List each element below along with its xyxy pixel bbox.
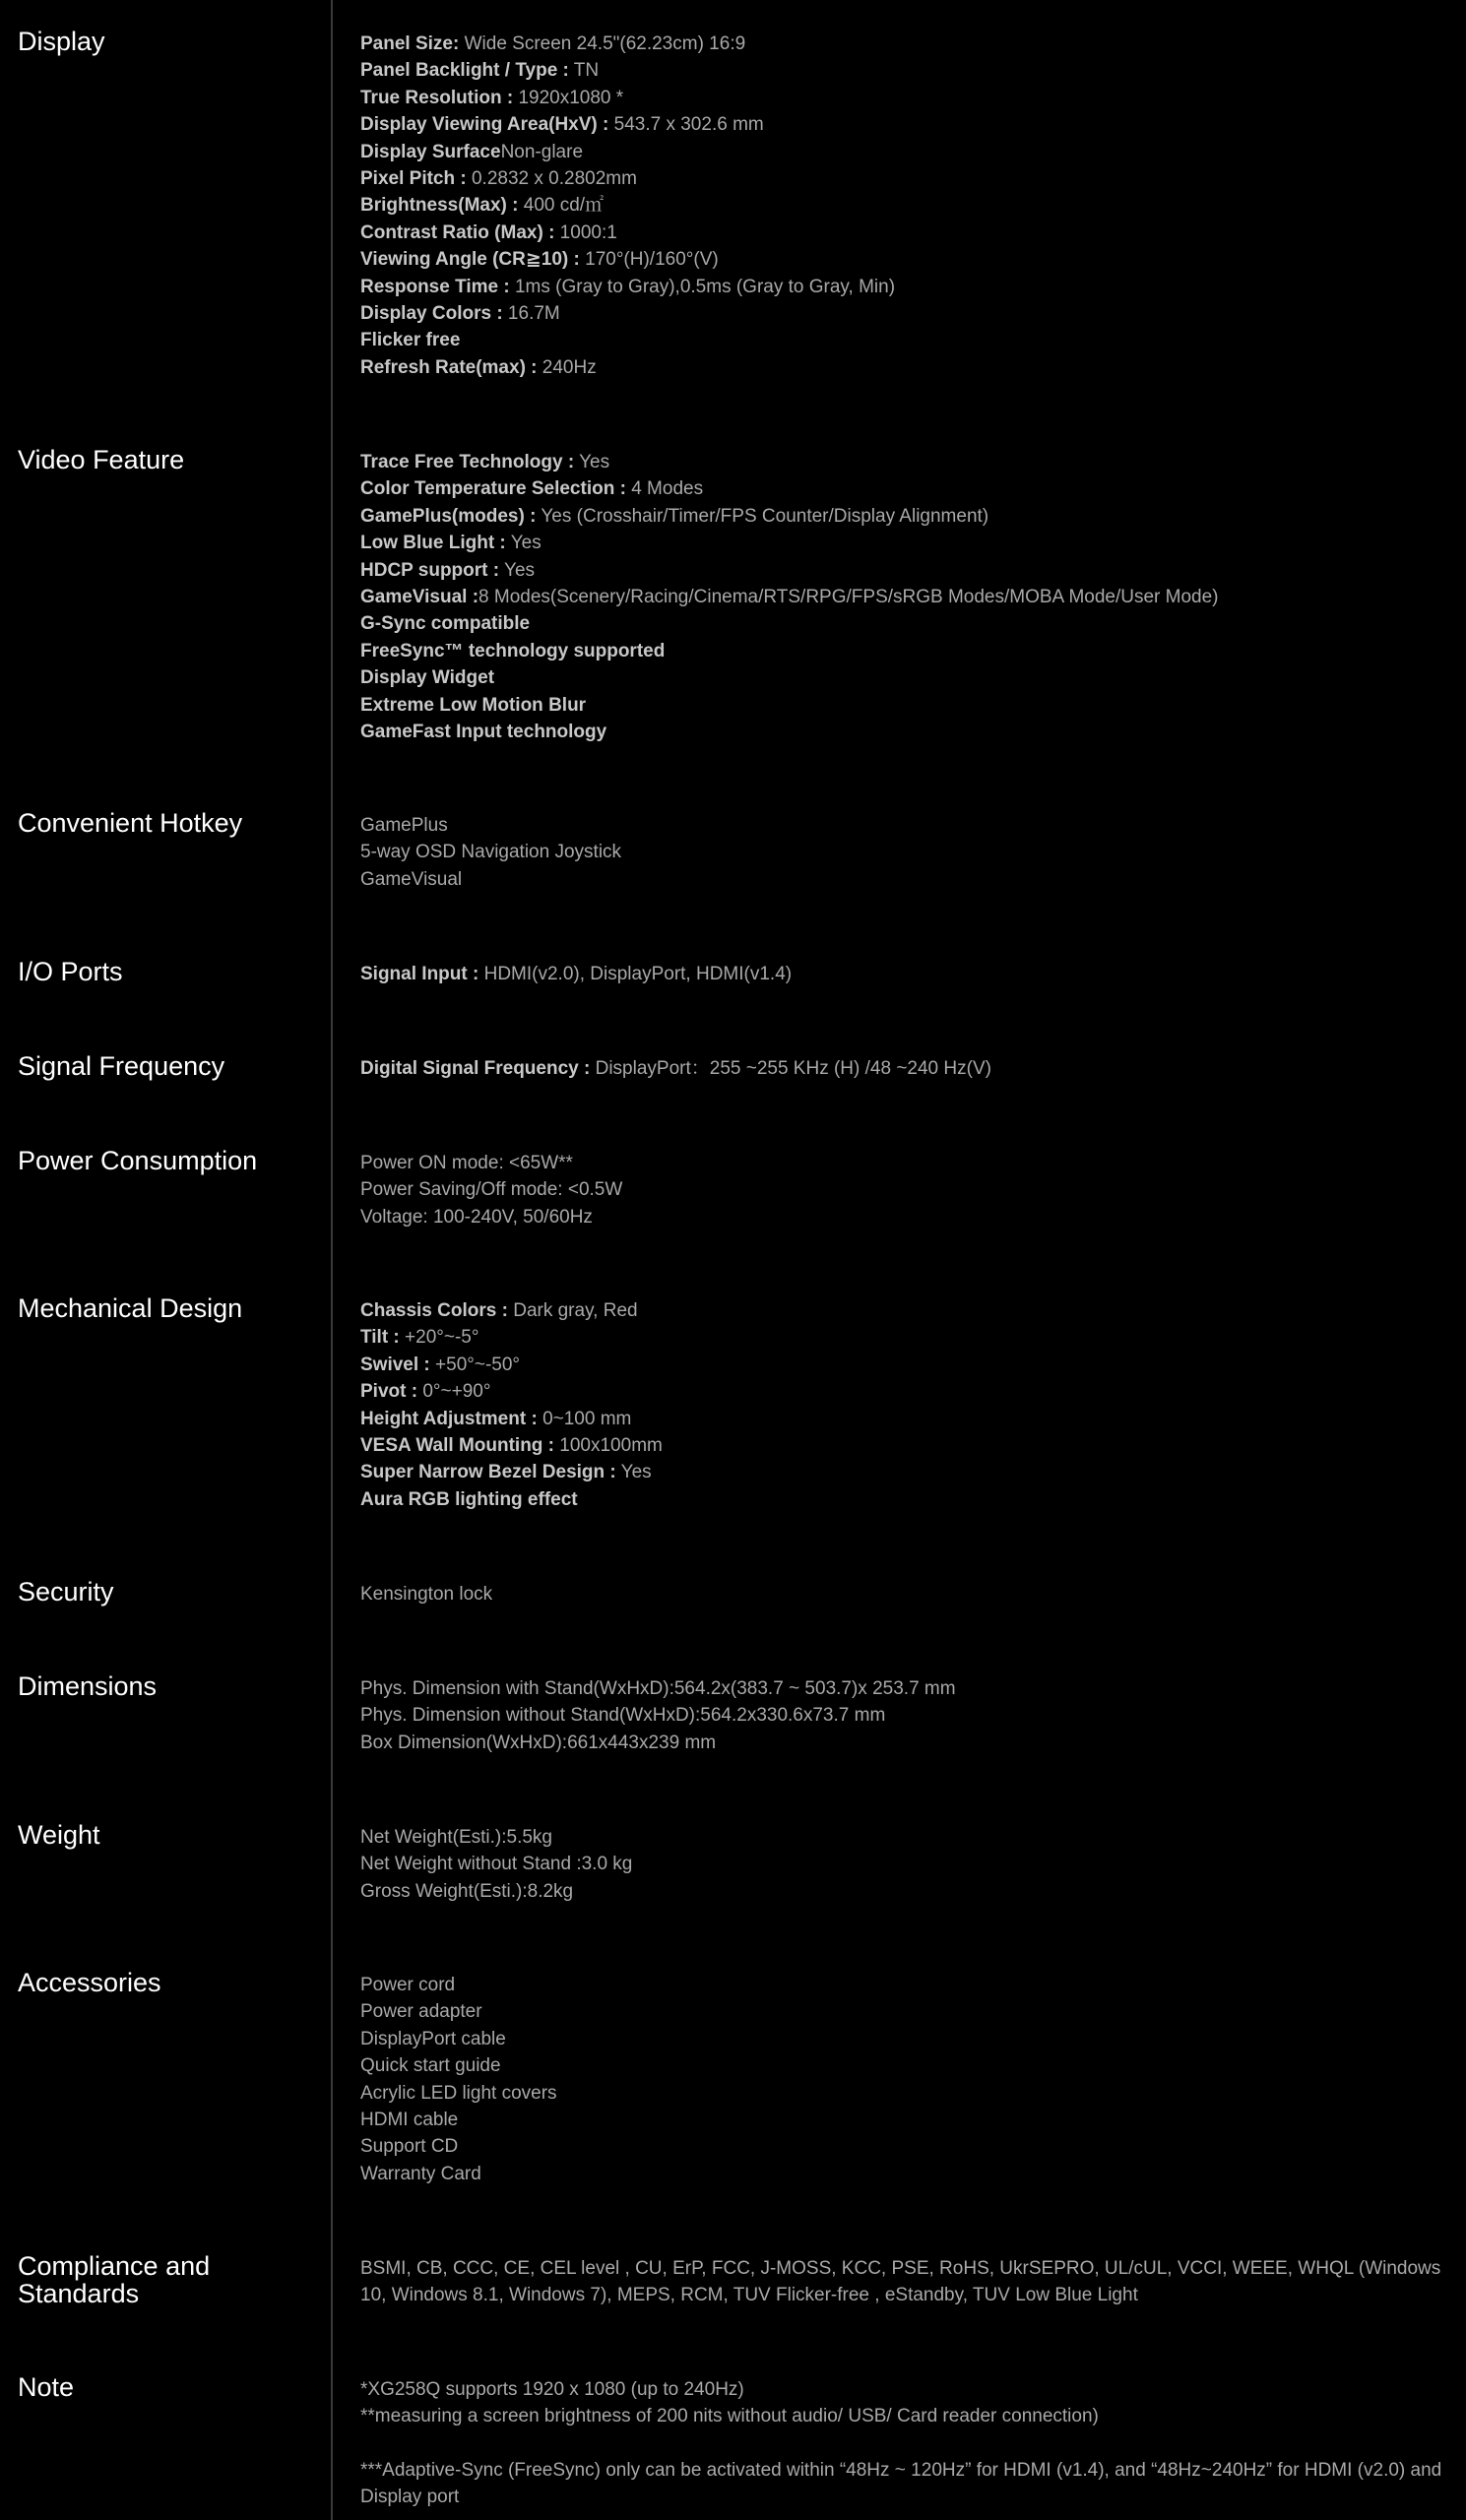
spec-list (360, 1824, 1453, 1905)
spec-list (360, 1972, 1453, 2187)
spec-line (360, 2133, 1453, 2160)
spec-value: Net Weight(Esti.):5.5kg (360, 1827, 553, 1848)
spec-list (360, 1055, 1453, 1082)
spec-key: Swivel : (360, 1354, 430, 1375)
spec-line (360, 85, 1453, 111)
spec-line (360, 866, 1453, 893)
spec-value: Gross Weight(Esti.):8.2kg (360, 1880, 574, 1902)
spec-line (360, 327, 1453, 353)
spec-line (360, 664, 1453, 691)
spec-value: 1ms (Gray to Gray),0.5ms (Gray to Gray, Min) (509, 276, 896, 297)
spec-key: GameVisual : (360, 587, 479, 608)
spec-list (360, 1297, 1453, 1513)
spec-list (360, 1581, 1453, 1607)
spec-key: Color Temperature Selection : (360, 478, 626, 500)
spec-line (360, 1150, 1453, 1176)
spec-value: Yes (505, 533, 542, 554)
spec-value: Acrylic LED light covers (360, 2082, 557, 2104)
spec-value: HDMI cable (360, 2110, 459, 2131)
column-divider (331, 0, 333, 2520)
spec-key: Flicker free (360, 330, 461, 351)
spec-key: Display Viewing Area(HxV) : (360, 114, 609, 136)
spec-value: Net Weight without Stand :3.0 kg (360, 1854, 633, 1875)
spec-line (360, 530, 1453, 556)
spec-line (360, 557, 1453, 584)
spec-list (360, 961, 1453, 987)
section-title: Video Feature (18, 445, 185, 474)
spec-line (360, 610, 1453, 637)
spec-key: G-Sync compatible (360, 613, 531, 635)
spec-value: 100x100mm (554, 1435, 663, 1457)
spec-line (360, 31, 1453, 57)
spec-value: Phys. Dimension with Stand(WxHxD):564.2x(383.7 ~ 503.7)x 253.7 mm (360, 1678, 956, 1699)
spec-value: Voltage: 100-240V, 50/60Hz (360, 1206, 593, 1228)
spec-line (360, 111, 1453, 138)
spec-value: GameVisual (360, 868, 463, 890)
spec-key: Brightness(Max) : (360, 195, 519, 217)
spec-line (360, 274, 1453, 300)
section-title: Power Consumption (18, 1146, 258, 1175)
spec-value: DisplayPort：255 ~255 KHz (H) /48 ~240 Hz(V) (590, 1058, 991, 1079)
spec-value: 170°(H)/160°(V) (579, 249, 719, 271)
spec-value: HDMI(v2.0), DisplayPort, HDMI(v1.4) (478, 964, 793, 984)
spec-key: GamePlus(modes) : (360, 505, 537, 527)
spec-value: 5-way OSD Navigation Joystick (360, 842, 622, 863)
spec-key: Display Surface (360, 141, 501, 162)
spec-value: 400 cd/㎡ (518, 195, 605, 217)
spec-line (360, 449, 1453, 475)
spec-line (360, 638, 1453, 664)
spec-key: Super Narrow Bezel Design : (360, 1462, 616, 1483)
spec-line (360, 2403, 1453, 2429)
spec-key: Tilt : (360, 1327, 400, 1349)
spec-line (360, 1055, 1453, 1082)
spec-line (360, 692, 1453, 719)
spec-line (360, 1297, 1453, 1324)
spec-line (360, 2026, 1453, 2052)
spec-value: Power Saving/Off mode: <0.5W (360, 1179, 623, 1201)
spec-value: Box Dimension(WxHxD):661x443x239 mm (360, 1732, 717, 1753)
section-title: Display (18, 27, 105, 56)
section-title: Note (18, 2372, 75, 2402)
section-title: Accessories (18, 1968, 161, 1997)
spec-line (360, 1459, 1453, 1485)
spec-value: 8 Modes(Scenery/Racing/Cinema/RTS/RPG/FPS/sRGB Modes/MOBA Mode/User Mode) (478, 587, 1219, 608)
spec-list (360, 1150, 1453, 1230)
section-title: Dimensions (18, 1671, 158, 1701)
spec-line (360, 475, 1453, 502)
spec-list (360, 1675, 1453, 1756)
spec-key: Panel Backlight / Type : (360, 60, 569, 82)
spec-line (360, 246, 1453, 273)
spec-key: HDCP support : (360, 559, 500, 581)
spec-list (360, 31, 1453, 381)
spec-list (360, 2255, 1453, 2309)
section-title: Weight (18, 1820, 100, 1850)
spec-value: Power cord (360, 1975, 456, 1995)
spec-line (360, 1324, 1453, 1351)
spec-value: **measuring a screen brightness of 200 nits without audio/ USB/ Card reader connection) (360, 2406, 1099, 2427)
spec-value: +20°~-5° (399, 1327, 479, 1349)
spec-value: 1000:1 (554, 221, 617, 243)
spec-key: Signal Input : (360, 964, 479, 984)
spec-line (360, 1204, 1453, 1230)
spec-line (360, 503, 1453, 530)
spec-key: True Resolution : (360, 87, 514, 108)
spec-key: Panel Size: (360, 33, 460, 54)
spec-line (360, 584, 1453, 610)
spec-line (360, 2376, 1453, 2403)
spec-value: DisplayPort cable (360, 2028, 506, 2049)
spec-value: Yes (615, 1462, 652, 1483)
spec-value: 240Hz (537, 356, 597, 378)
spacer (360, 2430, 1453, 2457)
spec-value: Yes (574, 452, 610, 472)
spec-line (360, 1998, 1453, 2025)
spec-key: Display Widget (360, 667, 495, 689)
spec-value: *XG258Q supports 1920 x 1080 (up to 240Hz) (360, 2379, 744, 2400)
spec-key: FreeSync™ technology supported (360, 640, 666, 662)
spec-key: Low Blue Light : (360, 533, 506, 554)
spec-line (360, 839, 1453, 865)
spec-line (360, 57, 1453, 84)
spec-value: 4 Modes (625, 478, 704, 500)
spec-line (360, 220, 1453, 246)
spec-line (360, 2161, 1453, 2187)
spec-value: +50°~-50° (429, 1354, 521, 1375)
spec-key: Pixel Pitch : (360, 168, 467, 190)
section-title: Compliance and Standards (18, 2251, 211, 2308)
spec-line (360, 1702, 1453, 1729)
spec-value: Non-glare (500, 141, 584, 162)
section-title: I/O Ports (18, 957, 123, 986)
spec-value: Dark gray, Red (507, 1300, 638, 1321)
spec-key: VESA Wall Mounting : (360, 1435, 555, 1457)
spec-line (360, 1675, 1453, 1702)
section-title: Convenient Hotkey (18, 808, 243, 838)
spec-value: Power ON mode: <65W** (360, 1153, 573, 1173)
section-title: Signal Frequency (18, 1051, 225, 1081)
spec-line (360, 2457, 1453, 2511)
spec-value: 543.7 x 302.6 mm (608, 114, 764, 136)
spec-value: Yes (Crosshair/Timer/FPS Counter/Display Alignment) (536, 505, 989, 527)
spec-value: ***Adaptive-Sync (FreeSync) only can be activated within “48Hz ~ 120Hz” for HDMI (v1.4), and “48Hz~240Hz” for HDMI (v2.0) and Display port (360, 2459, 1442, 2508)
spec-line (360, 1378, 1453, 1405)
spec-key: Height Adjustment : (360, 1408, 538, 1429)
spec-line (360, 1406, 1453, 1432)
section-title: Mechanical Design (18, 1293, 243, 1323)
spec-line (360, 1176, 1453, 1203)
spec-value: 0°~+90° (417, 1381, 491, 1403)
spec-key: Extreme Low Motion Blur (360, 694, 587, 716)
spec-line (360, 1352, 1453, 1378)
spec-line (360, 2080, 1453, 2107)
spec-value: BSMI, CB, CCC, CE, CEL level , CU, ErP, FCC, J-MOSS, KCC, PSE, RoHS, UkrSEPRO, UL/cUL, VCCI, WEEE, WHQL (Windows 10, Windows 8.1, Windows 7), MEPS, RCM, TUV Flicker-free , eStandby, TUV Low Blue Light (360, 2258, 1441, 2306)
spec-line (360, 1486, 1453, 1513)
spec-value: Yes (499, 559, 536, 581)
spec-key: Pivot : (360, 1381, 418, 1403)
spec-line (360, 139, 1453, 165)
spec-line (360, 719, 1453, 745)
spec-line (360, 1878, 1453, 1905)
spec-value: Warranty Card (360, 2163, 481, 2184)
spec-value: 16.7M (502, 303, 560, 325)
spec-key: Refresh Rate(max) : (360, 356, 538, 378)
spec-key: Aura RGB lighting effect (360, 1488, 578, 1510)
spec-value: Wide Screen 24.5"(62.23cm) 16:9 (459, 33, 746, 54)
spec-key: Contrast Ratio (Max) : (360, 221, 555, 243)
spec-value: 0~100 mm (537, 1408, 632, 1429)
spec-line (360, 1432, 1453, 1459)
spec-line (360, 1972, 1453, 1998)
spec-line (360, 300, 1453, 327)
spec-key: Display Colors : (360, 303, 503, 325)
spec-line (360, 1851, 1453, 1877)
spec-line (360, 1824, 1453, 1851)
spec-line (360, 165, 1453, 192)
spec-list (360, 812, 1453, 893)
spec-line (360, 2107, 1453, 2133)
spec-value: Quick start guide (360, 2055, 501, 2077)
spec-line (360, 2052, 1453, 2079)
spec-value: Support CD (360, 2136, 459, 2158)
spec-value: TN (568, 60, 600, 82)
section-title: Security (18, 1577, 114, 1606)
spec-key: Digital Signal Frequency : (360, 1058, 591, 1079)
spec-list (360, 449, 1453, 745)
spec-key: Chassis Colors : (360, 1300, 508, 1321)
spec-value: Kensington lock (360, 1584, 493, 1605)
spec-key: Viewing Angle (CR≧10) : (360, 249, 580, 271)
spec-key: GameFast Input technology (360, 722, 607, 743)
spec-line (360, 192, 1453, 219)
spec-value: 0.2832 x 0.2802mm (466, 168, 637, 190)
spec-line (360, 812, 1453, 839)
spec-value: GamePlus (360, 815, 448, 836)
spec-value: Power adapter (360, 2001, 482, 2023)
spec-line (360, 961, 1453, 987)
spec-line (360, 1581, 1453, 1607)
spec-key: Trace Free Technology : (360, 452, 575, 472)
spec-value: 1920x1080 * (513, 87, 624, 108)
spec-value: Phys. Dimension without Stand(WxHxD):564.2x330.6x73.7 mm (360, 1705, 886, 1727)
spec-line (360, 1730, 1453, 1756)
spec-key: Response Time : (360, 276, 510, 297)
spec-line (360, 354, 1453, 381)
spec-list (360, 2376, 1453, 2511)
spec-line (360, 2255, 1453, 2309)
